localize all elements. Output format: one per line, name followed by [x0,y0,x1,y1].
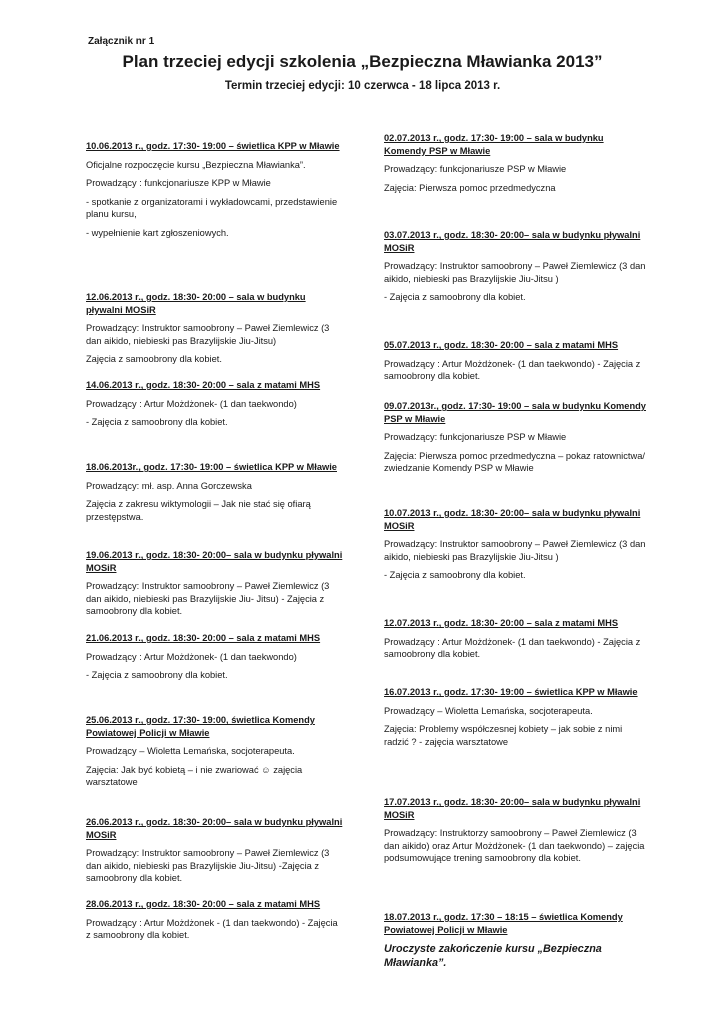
entry-heading: 28.06.2013 r., godz. 18:30- 20:00 – sala z matami MHS [86,899,321,909]
entry-heading: 10.06.2013 r., godz. 17:30- 19:00 – świetlica KPP w Mławie [86,141,340,151]
entry-line: Oficjalne rozpoczęcie kursu „Bezpieczna Mławianka”. [86,159,306,170]
entry-heading: 17.07.2013 r., godz. 18:30- 20:00– sala w budynku pływalni MOSiR [384,797,641,820]
entry-heading: 10.07.2013 r., godz. 18:30- 20:00– sala w budynku pływalni MOSiR [384,508,641,531]
entry-line: Prowadzący: Instruktor samoobrony – Paweł Ziemlewicz (3 dan aikido, niebieski pas Brazylijskie Jiu-Jitsu) -Zajęcia z samoobrony dla kobiet. [86,848,330,883]
schedule-entry [384,911,646,970]
entry-line: Prowadzący : Artur Możdżonek- (1 dan taekwondo) [86,398,297,409]
entry-heading: 21.06.2013 r., godz. 18:30- 20:00 – sala z matami MHS [86,633,321,643]
schedule-entry [384,617,646,667]
entry-heading: 03.07.2013 r., godz. 18:30- 20:00– sala w budynku pływalni MOSiR [384,230,641,253]
entry-line: Prowadzący – Wioletta Lemańska, socjoterapeuta. [86,746,295,756]
schedule-entry [384,686,646,754]
schedule-entry [86,140,344,245]
entry-heading: 18.06.2013r., godz. 17:30- 19:00 – świetlica KPP w Mławie [86,462,337,472]
entry-line: Prowadzący : Artur Możdżonek- (1 dan taekwondo) [86,651,297,662]
page-subtitle: Termin trzeciej edycji: 10 czerwca - 18 lipca 2013 r. [224,80,501,92]
entry-line: Zajęcia z zakresu wiktymologii – Jak nie stać się ofiarą przestępstwa. [86,499,311,522]
entry-line: Prowadzący : Artur Możdżonek- (1 dan taekwondo) - Zajęcia z samoobrony dla kobiet. [384,636,641,659]
entry-line: Prowadzący : funkcjonariusze KPP w Mławie [86,178,271,188]
entry-line: Zajęcia: Pierwsza pomoc przedmedyczna – pokaz ratownictwa/ zwiedzanie Komendy PSP w Mławie [384,450,645,473]
entry-line: Prowadzący: Instruktor samoobrony – Paweł Ziemlewicz (3 dan aikido, niebieski pas Brazylijskie Jiu-Jitsu) [86,323,330,346]
entry-line: - wypełnienie kart zgłoszeniowych. [86,227,229,238]
entry-line: Prowadzący: mł. asp. Anna Gorczewska [86,480,252,491]
entry-line: - Zajęcia z samoobrony dla kobiet. [384,292,526,302]
entry-line: Prowadzący: funkcjonariusze PSP w Mławie [384,432,567,442]
entry-line: Prowadzący – Wioletta Lemańska, socjoterapeuta. [384,705,593,716]
attachment-label: Załącznik nr 1 [88,36,155,47]
entry-line: Prowadzący: Instruktor samoobrony – Paweł Ziemlewicz (3 dan aikido, niebieski pas Brazylijskie Jiu- Jitsu) - Zajęcia z samoobrony dla kobiet. [86,581,330,616]
page-title: Plan trzeciej edycji szkolenia „Bezpieczna Mławianka 2013” [122,52,603,71]
entry-heading: 09.07.2013r., godz. 17:30- 19:00 – sala w budynku Komendy PSP w Mławie [384,401,646,424]
schedule-entry [86,714,344,795]
entry-heading: 14.06.2013 r., godz. 18:30- 20:00 – sala z matami MHS [86,380,321,390]
entry-heading: 26.06.2013 r., godz. 18:30- 20:00– sala w budynku pływalni MOSiR [86,817,343,840]
schedule-entry [384,132,646,200]
schedule-entry [86,549,344,624]
entry-line: Prowadzący: funkcjonariusze PSP w Mławie [384,164,567,174]
entry-line: Prowadzący: Instruktor samoobrony – Paweł Ziemlewicz (3 dan aikido, niebieski pas Brazylijskie Jiu-Jitsu ) [384,539,646,562]
schedule-entry [86,898,344,948]
entry-heading: 02.07.2013 r., godz. 17:30- 19:00 – sala w budynku Komendy PSP w Mławie [384,133,604,156]
entry-heading: 16.07.2013 r., godz. 17:30- 19:00 – świetlica KPP w Mławie [384,687,638,697]
entry-line: Prowadzący : Artur Możdżonek - (1 dan taekwondo) - Zajęcia z samoobrony dla kobiet. [86,917,338,940]
entry-line: Prowadzący: Instruktorzy samoobrony – Paweł Ziemlewicz (3 dan aikido) oraz Artur Możdżonek- (1 dan taekwondo) – zajęcia podsumowujące trening samoobrony dla kobiet. [384,828,645,863]
schedule-entry [86,816,344,891]
entry-line: Zajęcia: Pierwsza pomoc przedmedyczna [384,182,556,193]
entry-line: Prowadzący: Instruktor samoobrony – Paweł Ziemlewicz (3 dan aikido, niebieski pas Brazylijskie Jiu-Jitsu ) [384,261,646,284]
entry-line: - Zajęcia z samoobrony dla kobiet. [86,670,228,680]
entry-line: - spotkanie z organizatorami i wykładowcami, przedstawienie planu kursu, [86,196,338,219]
entry-line: Prowadzący : Artur Możdżonek- (1 dan taekwondo) - Zajęcia z samoobrony dla kobiet. [384,358,641,381]
closing-note: Uroczyste zakończenie kursu „Bezpieczna Mławianka”. [384,943,602,969]
schedule-entry [384,400,646,481]
entry-line: - Zajęcia z samoobrony dla kobiet. [384,570,526,580]
entry-heading: 18.07.2013 r., godz. 17:30 – 18:15 – świetlica Komendy Powiatowej Policji w Mławie [384,912,623,935]
entry-heading: 25.06.2013 r., godz. 17:30- 19:00, świetlica Komendy Powiatowej Policji w Mławie [86,715,315,738]
schedule-entry [384,229,646,310]
entry-heading: 12.06.2013 r., godz. 18:30- 20:00 – sala w budynku pływalni MOSiR [86,292,306,315]
entry-line: Zajęcia: Problemy współczesnej kobiety – jak sobie z nimi radzić ? - zajęcia warsztatowe [384,724,623,747]
entry-line: Zajęcia z samoobrony dla kobiet. [86,354,222,364]
schedule-entry [86,461,344,529]
schedule-entry [384,339,646,389]
entry-line: - Zajęcia z samoobrony dla kobiet. [86,417,228,427]
entry-line: Zajęcia: Jak być kobietą – i nie zwariować ☺ zajęcia warsztatowe [86,764,303,787]
schedule-entry [86,379,344,435]
schedule-entry [86,632,344,688]
schedule-entry [384,796,646,871]
entry-heading: 12.07.2013 r., godz. 18:30- 20:00 – sala z matami MHS [384,618,619,628]
entry-heading: 05.07.2013 r., godz. 18:30- 20:00 – sala z matami MHS [384,340,619,350]
entry-heading: 19.06.2013 r., godz. 18:30- 20:00– sala w budynku pływalni MOSiR [86,550,343,573]
schedule-entry [86,291,344,372]
schedule-entry [384,507,646,588]
